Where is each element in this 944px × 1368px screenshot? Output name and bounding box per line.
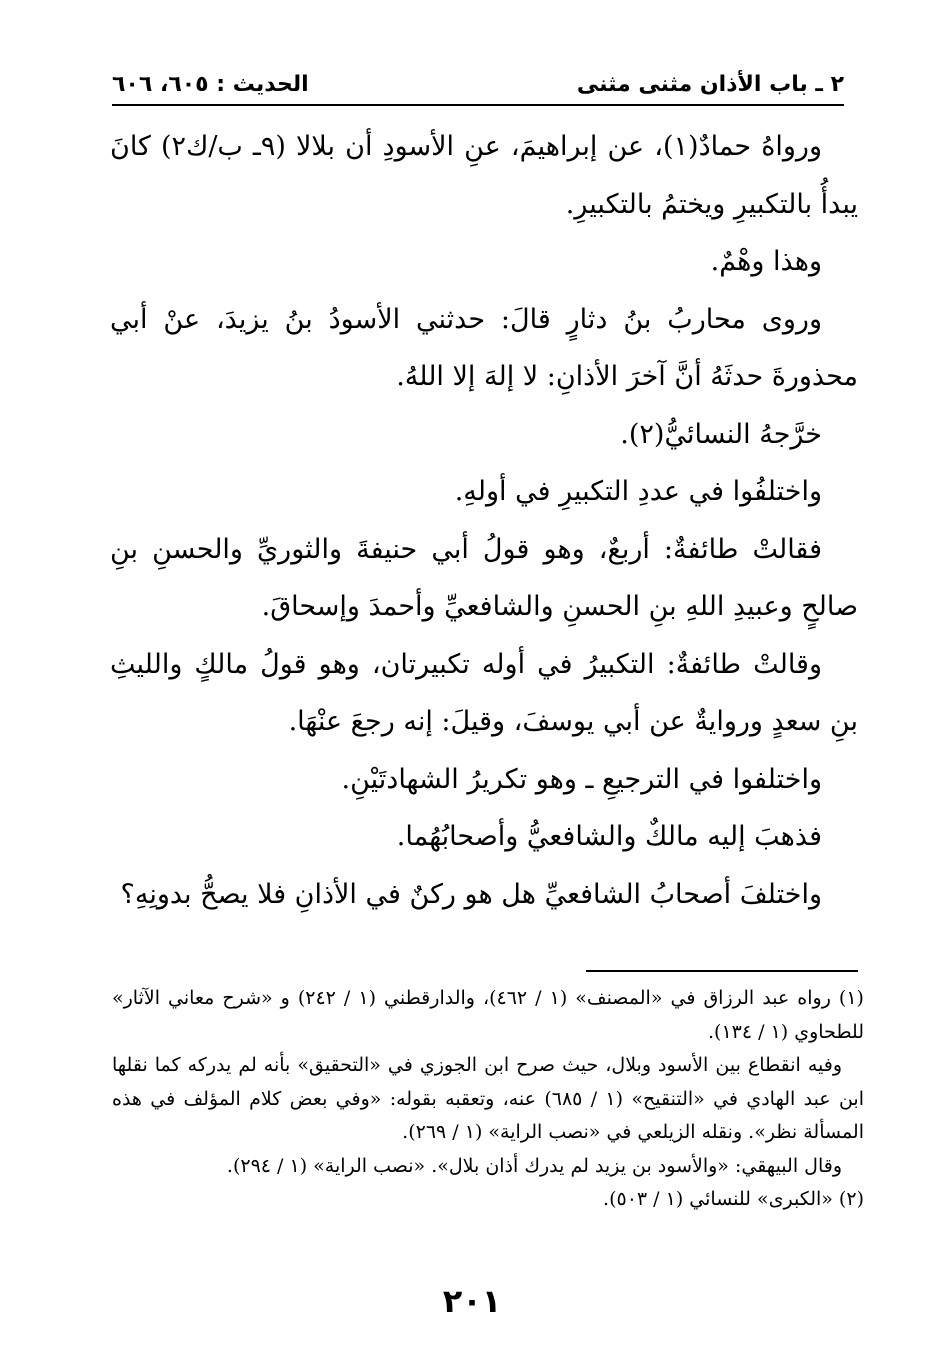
footnote: (١) رواه عبد الرزاق في «المصنف» (١ / ٤٦٢)، والدارقطني (١ / ٢٤٢) و «شرح معاني الآثار» للطحاوي (١ / ١٣٤). xyxy=(112,987,864,1043)
paragraph: وروى محاربُ بنُ دثارٍ قالَ: حدثني الأسودُ بنُ يزيدَ، عنْ أبي محذورةَ حدثَهُ أنَّ آخرَ الأذانِ: لا إلهَ إلا اللهُ. xyxy=(110,303,858,392)
paragraph: واختلفوا في الترجيعِ ـ وهو تكريرُ الشهادتَيْنِ. xyxy=(341,763,822,795)
paragraph: وقالتْ طائفةٌ: التكبيرُ في أوله تكبيرتان، وهو قولُ مالكٍ والليثِ بنِ سعدٍ وروايةٌ عن أبي يوسفَ، وقيلَ: إنه رجعَ عنْهَا. xyxy=(110,648,858,737)
hadith-numbers: الحديث : ٦٠٥، ٦٠٦ xyxy=(112,72,309,97)
paragraph: خرَّجهُ النسائيُّ(٢). xyxy=(620,418,822,450)
footnote: وفيه انقطاع بين الأسود وبلال، حيث صرح ابن الجوزي في «التحقيق» بأنه لم يدركه كما نقلها ابن عبد الهادي في «التنقيح» (١ / ٦٨٥) عنه، وتعقبه بقوله: «وفي بعض كلام المؤلف في هذه المسألة نظر». ونقله الزيلعي في «نصب الراية» (١ / ٢٦٩). xyxy=(112,1054,864,1143)
footnote: (٢) «الكبرى» للنسائي (١ / ٥٠٣). xyxy=(603,1188,864,1210)
paragraph: فذهبَ إليه مالكٌ والشافعيُّ وأصحابُهُما. xyxy=(396,821,822,852)
footnote-divider xyxy=(586,970,858,972)
footnotes xyxy=(112,982,864,1217)
footnote: وقال البيهقي: «والأسود بن يزيد لم يدرك أذان بلال». «نصب الراية» (١ / ٢٩٤). xyxy=(226,1154,842,1177)
paragraph: واختلفُوا في عددِ التكبيرِ في أولهِ. xyxy=(454,476,822,507)
page-number: ٢٠١ xyxy=(442,1282,502,1320)
paragraph: ورواهُ حمادٌ(١)، عن إبراهيمَ، عنِ الأسودِ أن بلالا (٩ـ ب/ك٢) كانَ يبدأُ بالتكبيرِ ويختمُ بالتكبيرِ. xyxy=(110,131,858,220)
main-text xyxy=(110,118,858,923)
paragraph: واختلفَ أصحابُ الشافعيِّ هل هو ركنٌ في الأذانِ فلا يصحُّ بدونِهِ؟ xyxy=(120,878,822,910)
paragraph: وهذا وهْمٌ. xyxy=(710,246,822,277)
running-header xyxy=(112,68,844,106)
paragraph: فقالتْ طائفةٌ: أربعٌ، وهو قولُ أبي حنيفةَ والثوريِّ والحسنِ بنِ صالحٍ وعبيدِ اللهِ بنِ الحسنِ والشافعيِّ وأحمدَ وإسحاقَ. xyxy=(110,533,858,622)
chapter-title: ٢ ـ باب الأذان مثنى مثنى xyxy=(576,72,844,97)
